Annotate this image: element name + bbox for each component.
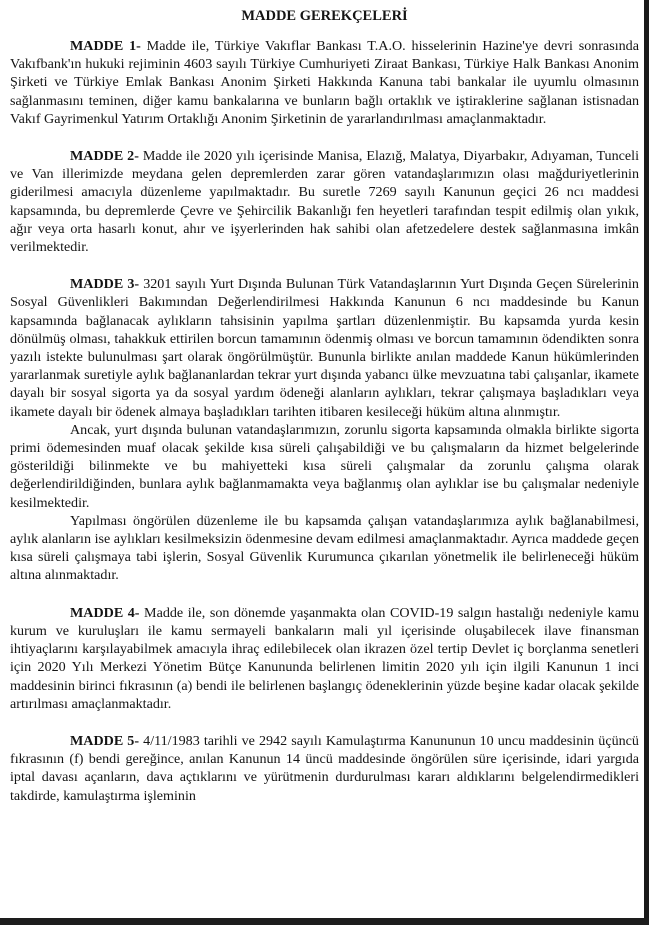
article-3 [10,275,639,584]
article-2-heading: MADDE 2- [70,148,139,165]
article-5-text: 4/11/1983 tarihli ve 2942 sayılı Kamulaştırma Kanununun 10 uncu maddesinin üçüncü fıkrasının (f) bendi gereğince, anılan Kanunun 14 üncü maddesinde öngörülen süre içerisinde, idari yargıda iptal davası açanların, dava açtıklarını ve yürütmenin durdurulması kararı aldıklarını belgelendirmedikleri takdirde, kamulaştırma işleminin [10,732,639,804]
article-3-paragraph-1 [10,275,639,421]
article-5-heading: MADDE 5- [70,732,140,749]
article-5 [10,732,639,805]
article-4-heading: MADDE 4- [70,604,140,621]
article-5-paragraph-1 [10,732,639,805]
article-3-paragraph-2: Ancak, yurt dışında bulunan vatandaşlarımızın, zorunlu sigorta kapsamında olmakla birlikte sigorta primi ödemesinden muaf olacak şekilde kısa süreli çalışabildiği ve bu çalışmaların da hizmet belgelerinde gösterildiği bilinmekte ve bu mahiyetteki kısa süreli çalışmalar da zorunlu çalışma olarak değerlendirildiğinden, bunlara aylık bağlanmamakta veya bağlanmış olan aylıklar ise bu çalışmalar nedeniyle kesilmektedir. [10,421,639,511]
article-3-paragraph-3: Yapılması öngörülen düzenleme ile bu kapsamda çalışan vatandaşlarımıza aylık bağlanabilmesi, aylık alanların ise aylıkları kesilmeksizin ödenmesine devam edilmesi amaçlanmaktadır. Ayrıca maddede geçen kısa süreli çalışmaya tabi işlerin, Sosyal Güvenlik Kurumunca çıkarılan yönetmelik ile belirleneceği hüküm altına alınmaktadır. [10,512,639,584]
article-1-heading: MADDE 1- [70,38,141,54]
article-3-heading: MADDE 3- [70,276,140,293]
scan-border-right [644,0,649,925]
article-2-paragraph-1 [10,147,639,256]
article-4 [10,604,639,713]
article-1-paragraph-1 [10,37,639,128]
article-1 [10,37,639,128]
article-4-text: Madde ile, son dönemde yaşanmakta olan COVID-19 salgın hastalığı nedeniyle kamu kurum ve kuruluşları ile kamu sermayeli bankaların mali yıl içerisinde oluşabilecek ilave finansman ihtiyaçlarını karşılayabilmek amacıyla ihraç edilebilecek olan ikrazen özel tertip Devlet iç borçlanma senetleri için 2020 Yılı Merkezi Yönetim Bütçe Kanununda belirlenen limitin 2020 yılı için ilgili Kanunun 1 inci maddesinin birinci fıkrasının (a) bendi ile belirlenen başlangıç ödeneklerinin yüzde beşine kadar olacak şekilde artırılması amaçlanmaktadır. [10,604,639,712]
article-1-text: Madde ile, Türkiye Vakıflar Bankası T.A.O. hisselerinin Hazine'ye devri sonrasında Vakıfbank'ın hukuki rejiminin 4603 sayılı Türkiye Cumhuriyeti Ziraat Bankası, Türkiye Halk Bankası Anonim Şirketi ve Türkiye Emlak Bankası Anonim Şirketi Hakkında Kanuna tabi bankalar ile uyumlu olmasının sağlanmasını teminen, diğer kamu bankalarına ve bunların bağlı ortaklık ve iştiraklerine sağlanan istisnadan Vakıf Gayrimenkul Yatırım Ortaklığı Anonim Şirketinin de yararlandırılması amaçlanmaktadır. [10,38,639,127]
article-2-text: Madde ile 2020 yılı içerisinde Manisa, Elazığ, Malatya, Diyarbakır, Adıyaman, Tunceli ve Van illerimizde meydana gelen depremlerden zarar gören vatandaşlarımızın olası mağduriyetlerinin giderilmesi amacıyla düzenleme yapılmaktadır. Bu suretle 7269 sayılı Kanunun geçici 26 ncı maddesi kapsamında, bu depremlerde Çevre ve Şehircilik Bakanlığı fen heyetleri tarafından tespit edilmiş olan yıkık, ağır veya orta hasarlı konut, ahır ve işyerlerinden hak sahibi olan afetzedelere destek sağlanmasına imkân verilmektedir. [10,148,639,256]
article-4-paragraph-1 [10,604,639,713]
document-title: MADDE GEREKÇELERİ [241,8,408,24]
scan-border-bottom [0,918,649,925]
article-2 [10,147,639,256]
article-3-text-1: 3201 sayılı Yurt Dışında Bulunan Türk Vatandaşlarının Yurt Dışında Geçen Sürelerinin Sosyal Güvenlikleri Bakımından Değerlendirilmesi Hakkında Kanunun 6 ncı maddesinde bu Kanun kapsamında bağlanacak aylıkların tahsisinin yapılma şartları düzenlenmiştir. Bu kapsamda yurda kesin dönülmüş olması, tahakkuk ettirilen borcun tamamının ödenmiş olması ve borcun tamamının ödendikten sonra yazılı istekte bulunulması şart olarak öngörülmüştür. Bununla birlikte anılan maddede Kanun hükümlerinden yararlanmak suretiyle aylık bağlananlardan tekrar yurt dışında yabancı ülke mevzuatına tabi çalışanlar, ikamete dayalı bir sosyal sigorta ya da sosyal yardım ödeneği alanların aylıkları, tekrar çalışmaya başladıkları veya ikamete dayalı bir ödenek almaya başladıkları tarihten itibaren kesileceği hüküm altına alınmıştır. [10,276,639,420]
